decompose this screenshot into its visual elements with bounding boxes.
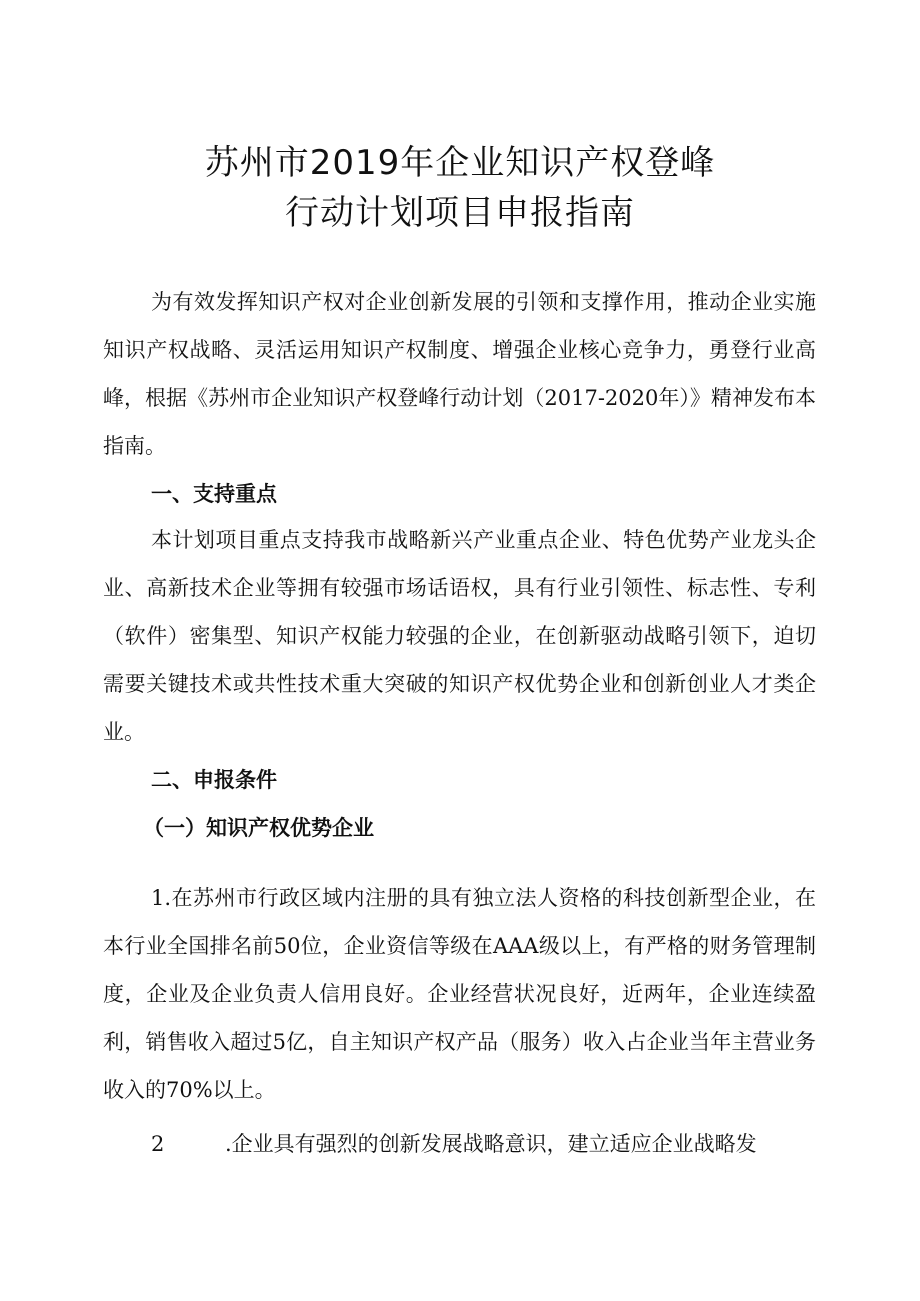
document-title-line-1: 苏州市2019年企业知识产权登峰 — [204, 143, 716, 183]
condition-item-2-text: .企业具有强烈的创新发展战略意识，建立适应企业战略发 — [225, 1132, 757, 1156]
section-heading-application-conditions: 二、申报条件 — [151, 768, 277, 792]
condition-item-1: 1.在苏州市行政区域内注册的具有独立法人资格的科技创新型企业，在本行业全国排名前50位，企业资信等级在AAA级以上，有严格的财务管理制度，企业及企业负责人信用良好。企业经营状况良好，近两年，企业连续盈利，销售收入超过5亿，自主知识产权产品（服务）收入占企业当年主营业务收入的70%以上。 — [103, 886, 816, 1102]
section-heading-support-focus: 一、支持重点 — [151, 482, 277, 506]
condition-item-2-number: 2 — [151, 1132, 165, 1156]
section-support-focus-body: 本计划项目重点支持我市战略新兴产业重点企业、特色优势产业龙头企业、高新技术企业等拥有较强市场话语权，具有行业引领性、标志性、专利（软件）密集型、知识产权能力较强的企业，在创新驱动战略引领下，迫切需要关键技术或共性技术重大突破的知识产权优势企业和创新创业人才类企业。 — [103, 528, 816, 744]
subsection-heading-ip-advantage-enterprise: （一）知识产权优势企业 — [143, 815, 374, 840]
document-title-line-2: 行动计划项目申报指南 — [285, 193, 635, 233]
intro-paragraph: 为有效发挥知识产权对企业创新发展的引领和支撑作用，推动企业实施知识产权战略、灵活运用知识产权制度、增强企业核心竞争力，勇登行业高峰，根据《苏州市企业知识产权登峰行动计划（2017-2020年）》精神发布本指南。 — [103, 290, 816, 458]
